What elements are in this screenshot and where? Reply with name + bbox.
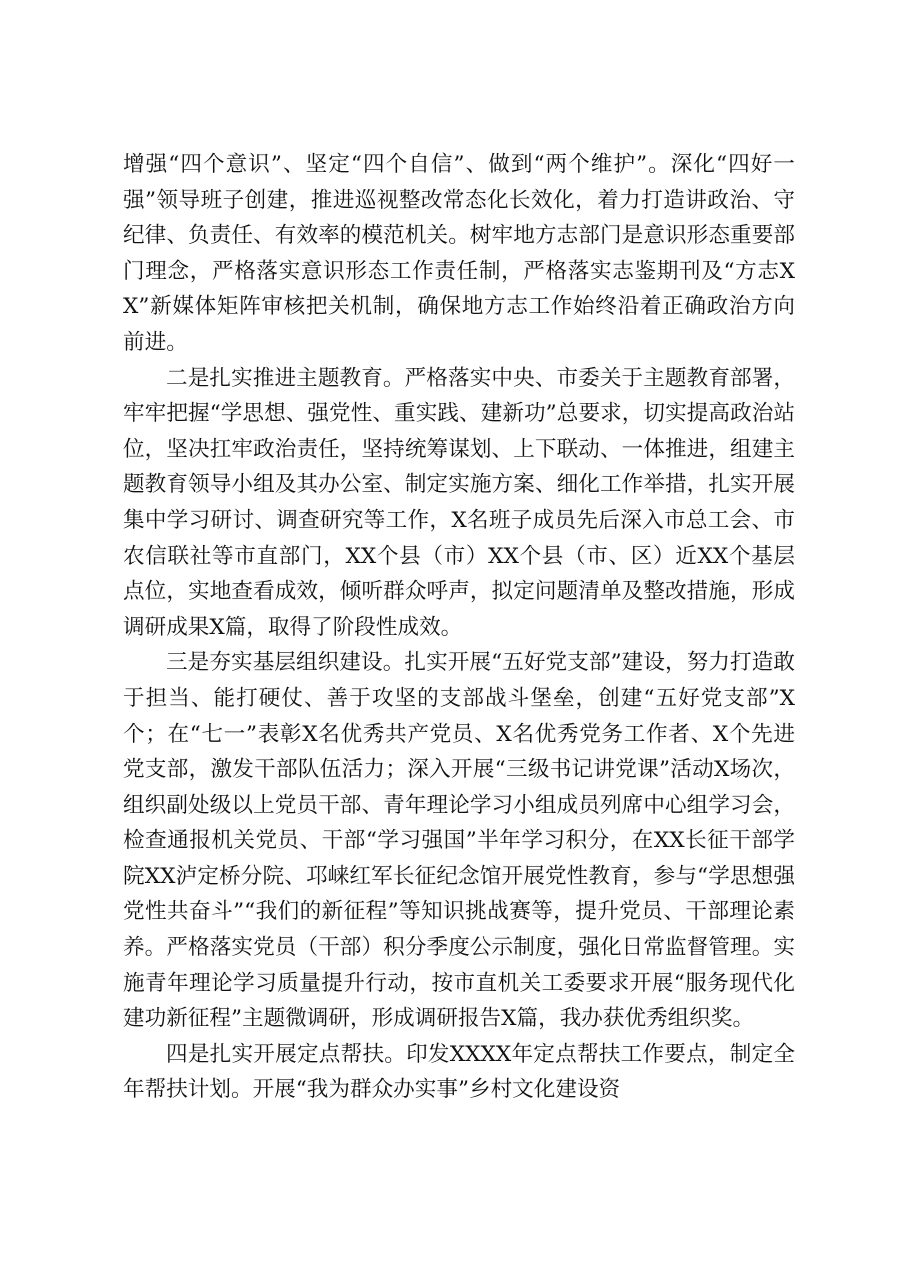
paragraph-political-awareness: 增强“四个意识”、坚定“四个自信”、做到“两个维护”。深化“四好一强”领导班子创建，推进巡视整改常态化长效化，着力打造讲政治、守纪律、负责任、有效率的模范机关。树牢地方志部门是意识形态重要部门理念，严格落实意识形态工作责任制，严格落实志鉴期刊及“方志XX”新媒体矩阵审核把关机制，确保地方志工作始终沿着正确政治方向前进。 — [123, 152, 795, 355]
paragraph-grassroots-organization: 三是夯实基层组织建设。扎实开展“五好党支部”建设，努力打造敢于担当、能打硬仗、善于攻坚的支部战斗堡垒，创建“五好党支部”X个；在“七一”表彰X名优秀共产党员、X名优秀党务工作者、X个先进党支部，激发干部队伍活力；深入开展“三级书记讲党课”活动X场次，组织副处级以上党员干部、青年理论学习小组成员列席中心组学习会，检查通报机关党员、干部“学习强国”半年学习积分，在XX长征干部学院XX泸定桥分院、邛崃红军长征纪念馆开展党性教育，参与“学思想强党性共奋斗”“我们的新征程”等知识挑战赛等，提升党员、干部理论素养。严格落实党员（干部）积分季度公示制度，强化日常监督管理。实施青年理论学习质量提升行动，按市直机关工委要求开展“服务现代化建功新征程”主题微调研，形成调研报告X篇，我办获优秀组织奖。 — [123, 650, 795, 1032]
paragraph-targeted-assistance: 四是扎实开展定点帮扶。印发XXXX年定点帮扶工作要点，制定全年帮扶计划。开展“我为群众办实事”乡村文化建设资 — [123, 1041, 795, 1103]
document-body — [123, 147, 795, 1108]
paragraph-theme-education: 二是扎实推进主题教育。严格落实中央、市委关于主题教育部署，牢牢把握“学思想、强党性、重实践、建新功”总要求，切实提高政治站位，坚决扛牢政治责任，坚持统筹谋划、上下联动、一体推进，组建主题教育领导小组及其办公室、制定实施方案、细化工作举措，扎实开展集中学习研讨、调查研究等工作，X名班子成员先后深入市总工会、市农信联社等市直部门，XX个县（市）XX个县（市、区）近XX个基层点位，实地查看成效，倾听群众呼声，拟定问题清单及整改措施，形成调研成果X篇，取得了阶段性成效。 — [123, 365, 795, 640]
